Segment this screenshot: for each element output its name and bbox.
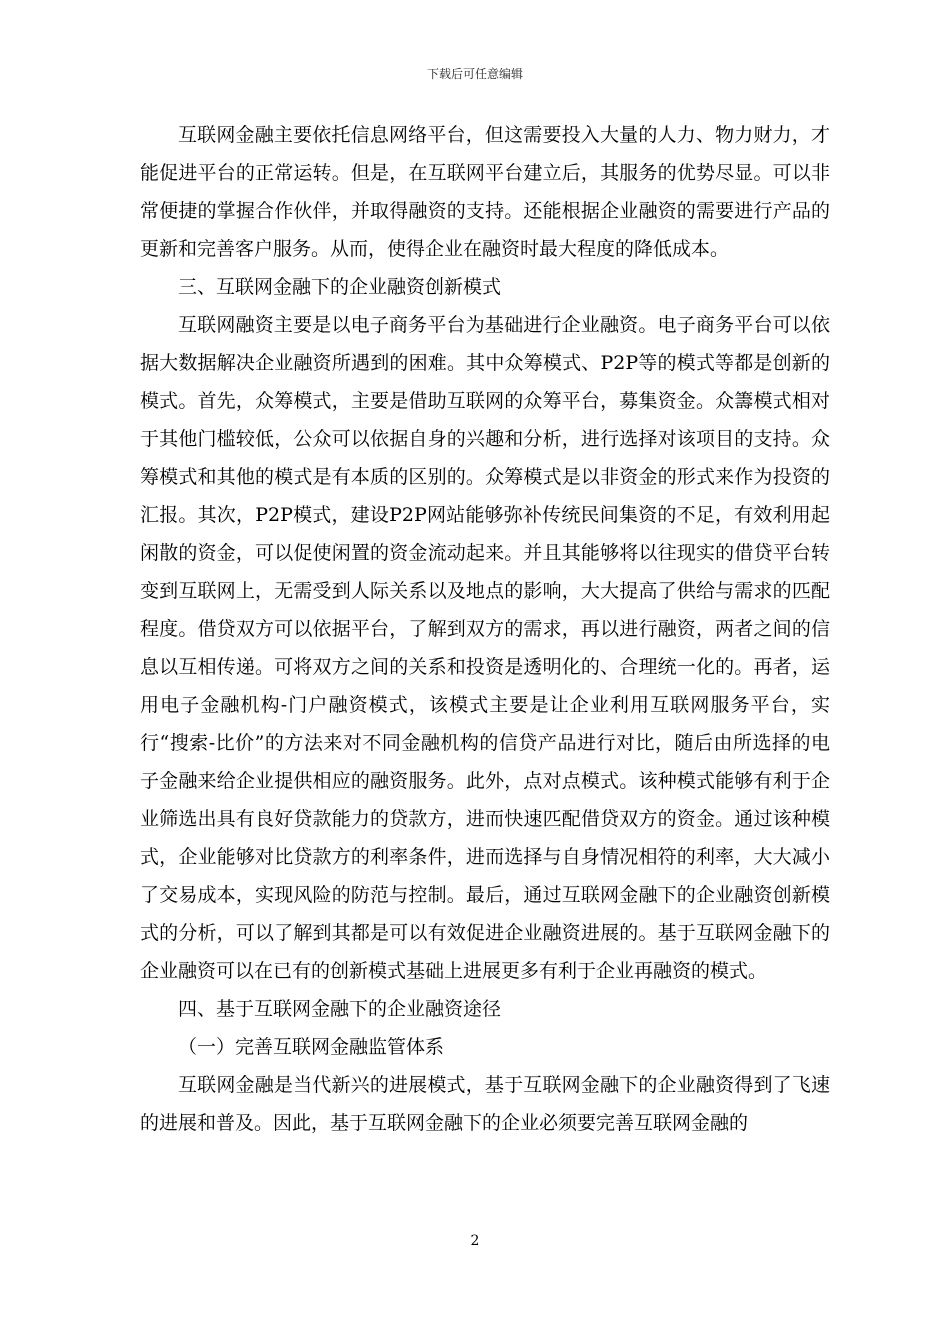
section-heading-4: 四、基于互联网金融下的企业融资途径 — [178, 998, 502, 1020]
page-header: 下载后可任意编辑 — [426, 67, 523, 81]
paragraph-innovation-models: 互联网融资主要是以电子商务平台为基础进行企业融资。电子商务平台可以依据大数据解决企业融资所遇到的困难。其中众筹模式、P2P等的模式等都是创新的模式。首先，众筹模式，主要是借助互联网的众筹平台，募集资金。众籌模式相对于其他门槛较低，公众可以依据自身的兴趣和分析，进行选择对该项目的支持。众筹模式和其他的模式是有本质的区别的。众筹模式是以非资金的形式来作为投资的汇报。其次，P2P模式，建设P2P网站能够弥补传统民间集资的不足，有效利用起闲散的资金，可以促使闲置的资金流动起来。并且其能够将以往现实的借贷平台转变到互联网上，无需受到人际关系以及地点的影响，大大提高了供给与需求的匹配程度。借贷双方可以依据平台，了解到双方的需求，再以进行融资，两者之间的信息以互相传递。可将双方之间的关系和投资是透明化的、合理统一化的。再者，运用电子金融机构-门户融资模式，该模式主要是让企业利用互联网服务平台，实行“搜索-比价”的方法来对不同金融机构的信贷产品进行对比，随后由所选择的电子金融来给企业提供相应的融资服务。此外，点对点模式。该种模式能够有利于企业筛选出具有良好贷款能力的贷款方，进而快速匹配借贷双方的资金。通过该种模式，企业能够对比贷款方的利率条件，进而选择与自身情况相符的利率，大大减小了交易成本，实现风险的防范与控制。最后，通过互联网金融下的企业融资创新模式的分析，可以了解到其都是可以有效促进企业融资进展的。基于互联网金融下的企业融资可以在已有的创新模式基础上进展更多有利于企业再融资的模式。 — [140, 314, 830, 982]
paragraph-regulation: 互联网金融是当代新兴的进展模式，基于互联网金融下的企业融资得到了飞速的进展和普及。因此，基于互联网金融下的企业必须要完善互联网金融的 — [140, 1074, 830, 1134]
paragraph-platform-advantages: 互联网金融主要依托信息网络平台，但这需要投入大量的人力、物力财力，才能促进平台的正常运转。但是，在互联网平台建立后，其服务的优势尽显。可以非常便捷的掌握合作伙伴，并取得融资的支持。还能根据企业融资的需要进行产品的更新和完善客户服务。从而，使得企业在融资时最大程度的降低成本。 — [140, 124, 830, 260]
document-body — [140, 116, 830, 1142]
page-number: 2 — [470, 1233, 480, 1249]
section-heading-3: 三、互联网金融下的企业融资创新模式 — [178, 276, 502, 298]
subsection-heading-1: （一）完善互联网金融监管体系 — [178, 1036, 445, 1058]
